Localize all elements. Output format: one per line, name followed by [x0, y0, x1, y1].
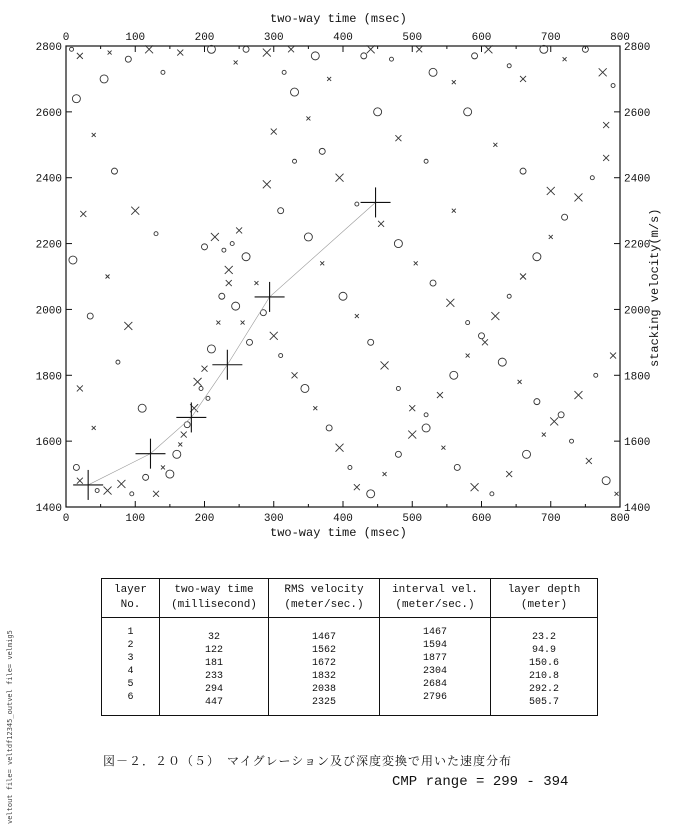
y-tick-label-right: 2200	[624, 239, 651, 252]
semblance-cross	[603, 122, 609, 128]
semblance-circle	[301, 384, 309, 392]
header-rms-velocity: RMS velocity (meter/sec.)	[269, 579, 380, 618]
semblance-cross	[482, 339, 488, 345]
semblance-circle	[72, 95, 80, 103]
x-tick-label-bottom: 0	[62, 513, 70, 525]
semblance-cross	[117, 480, 125, 488]
col-interval-vel: 1467 1594 1877 2304 2684 2796	[380, 618, 491, 716]
semblance-cross	[542, 433, 546, 437]
semblance-circle	[143, 474, 149, 480]
semblance-cross	[216, 321, 220, 325]
y-tick-label-right: 2600	[624, 107, 651, 120]
semblance-cross	[408, 431, 416, 439]
semblance-circle	[184, 422, 190, 428]
semblance-circle	[304, 233, 312, 241]
semblance-cross	[263, 180, 271, 188]
semblance-circle	[125, 56, 131, 62]
semblance-circle	[602, 477, 610, 485]
semblance-circle	[70, 47, 74, 51]
semblance-circle	[95, 489, 99, 493]
semblance-cross	[77, 385, 83, 391]
table-row	[102, 618, 598, 716]
semblance-circle	[319, 148, 325, 154]
semblance-cross	[563, 57, 567, 61]
semblance-circle	[293, 159, 297, 163]
semblance-cross	[381, 361, 389, 369]
semblance-cross	[518, 380, 522, 384]
semblance-circle	[374, 108, 382, 116]
semblance-cross	[466, 354, 470, 358]
semblance-circle	[247, 339, 253, 345]
picked-velocity-points	[73, 187, 390, 500]
header-layer-depth: layer depth (meter)	[491, 579, 598, 618]
semblance-cross	[225, 266, 233, 274]
semblance-cross	[574, 193, 582, 201]
x-tick-label-top: 300	[263, 32, 284, 44]
cmp-range-label: CMP range = 299 - 394	[392, 774, 569, 790]
table-header-row	[102, 579, 598, 618]
x-tick-label-bottom: 300	[263, 513, 284, 525]
semblance-circle	[454, 464, 460, 470]
semblance-circle	[87, 313, 93, 319]
semblance-cross	[491, 312, 499, 320]
side-file-note: veltout file= veltdf12345_outvel file= velmig5	[6, 630, 14, 824]
semblance-cross	[414, 261, 418, 265]
col-two-way-time: 32 122 181 233 294 447	[160, 618, 269, 716]
semblance-circle	[464, 108, 472, 116]
col-layer-no: 1 2 3 4 5 6	[102, 618, 160, 716]
semblance-circle	[279, 354, 283, 358]
y-tick-label-left: 2800	[35, 42, 62, 54]
semblance-circle	[154, 232, 158, 236]
semblance-circle	[422, 424, 430, 432]
picked-point	[212, 350, 242, 380]
semblance-cross	[226, 280, 232, 286]
x-tick-label-bottom: 600	[471, 513, 492, 525]
x-tick-label-top: 500	[402, 32, 423, 44]
y-tick-label-right: 1400	[624, 503, 651, 515]
header-interval-vel: interval vel. (meter/sec.)	[380, 579, 491, 618]
y-tick-label-left: 2600	[35, 107, 62, 120]
semblance-circle	[232, 302, 240, 310]
semblance-circle	[367, 490, 375, 498]
semblance-cross	[586, 458, 592, 464]
semblance-circle	[594, 373, 598, 377]
semblance-circle	[202, 244, 208, 250]
x-tick-label-bottom: 100	[125, 513, 146, 525]
semblance-cross	[520, 274, 526, 280]
semblance-cross	[313, 406, 317, 410]
semblance-cross	[471, 483, 479, 491]
semblance-circle	[429, 68, 437, 76]
y-tick-label-left: 2400	[35, 173, 62, 186]
x-axis-title-bottom: two-way time (msec)	[270, 526, 407, 540]
header-two-way-time: two-way time (millisecond)	[160, 579, 269, 618]
semblance-circle	[507, 294, 511, 298]
y-tick-label-right: 2800	[624, 42, 651, 54]
semblance-circle	[291, 88, 299, 96]
semblance-cross	[306, 116, 310, 120]
semblance-circle	[562, 214, 568, 220]
semblance-circle	[199, 386, 203, 390]
semblance-cross	[383, 472, 387, 476]
semblance-circle	[138, 404, 146, 412]
y-tick-label-right: 2000	[624, 305, 651, 318]
semblance-cross	[271, 129, 277, 135]
semblance-cross	[241, 321, 245, 325]
semblance-circle	[590, 176, 594, 180]
semblance-cross	[452, 80, 456, 84]
picked-point	[176, 402, 206, 432]
semblance-circle	[339, 292, 347, 300]
semblance-cross	[395, 135, 401, 141]
semblance-cross	[336, 444, 344, 452]
semblance-cross	[615, 492, 619, 496]
semblance-circle	[424, 159, 428, 163]
semblance-circle	[395, 451, 401, 457]
semblance-circle	[389, 57, 393, 61]
x-tick-label-top: 600	[471, 32, 492, 44]
semblance-cross	[354, 484, 360, 490]
semblance-circle	[450, 371, 458, 379]
semblance-cross	[131, 207, 139, 215]
semblance-circle	[507, 64, 511, 68]
semblance-cross	[161, 465, 165, 469]
picked-point	[361, 187, 391, 217]
x-tick-label-bottom: 400	[333, 513, 353, 525]
y-tick-label-left: 2000	[35, 305, 62, 318]
layer-velocity-table	[101, 578, 598, 716]
semblance-circle	[466, 321, 470, 325]
semblance-circle	[533, 253, 541, 261]
semblance-cross	[603, 155, 609, 161]
semblance-cross	[92, 426, 96, 430]
semblance-circle	[311, 52, 319, 60]
semblance-cross	[506, 471, 512, 477]
x-tick-label-top: 700	[540, 32, 561, 44]
semblance-cross	[441, 446, 445, 450]
semblance-cross	[547, 187, 555, 195]
semblance-cross	[599, 68, 607, 76]
y-tick-label-left: 1800	[35, 371, 62, 384]
semblance-cross	[177, 50, 183, 56]
picked-point	[255, 282, 285, 312]
semblance-cross	[254, 281, 258, 285]
semblance-circle	[230, 242, 234, 246]
x-tick-label-top: 0	[62, 32, 70, 44]
semblance-circle	[490, 492, 494, 496]
semblance-circle	[278, 208, 284, 214]
semblance-cross	[288, 46, 294, 52]
semblance-cross	[355, 314, 359, 318]
semblance-circle	[282, 70, 286, 74]
semblance-cross	[106, 275, 110, 279]
semblance-circle	[243, 46, 249, 52]
semblance-cross	[292, 372, 298, 378]
semblance-cross	[153, 491, 159, 497]
semblance-circle	[355, 202, 359, 206]
x-tick-label-bottom: 500	[402, 513, 423, 525]
semblance-cross	[270, 332, 278, 340]
semblance-cross	[263, 49, 271, 57]
semblance-cross	[416, 46, 422, 52]
x-tick-label-bottom: 200	[194, 513, 215, 525]
semblance-cross	[181, 432, 187, 438]
col-layer-depth: 23.2 94.9 150.6 210.8 292.2 505.7	[491, 618, 598, 716]
semblance-circle	[166, 470, 174, 478]
plot-frame	[66, 46, 620, 507]
semblance-circle	[394, 240, 402, 248]
semblance-circle	[396, 386, 400, 390]
semblance-cross	[77, 53, 83, 59]
y-axis-title-right: stacking velocity(m/s)	[648, 208, 662, 367]
semblance-circle	[472, 53, 478, 59]
y-tick-label-right: 1800	[624, 371, 651, 384]
semblance-circle	[116, 360, 120, 364]
y-tick-label-right: 1600	[624, 437, 651, 450]
figure-caption: 図－２．２０（５） マイグレーション及び深度変換で用いた速度分布	[103, 754, 513, 768]
semblance-cross	[493, 143, 497, 147]
x-tick-label-top: 800	[610, 32, 630, 44]
semblance-cross	[92, 133, 96, 137]
semblance-circle	[430, 280, 436, 286]
picked-point	[135, 439, 165, 469]
picked-velocity-line	[88, 202, 375, 485]
semblance-cross	[178, 442, 182, 446]
x-tick-label-top: 100	[125, 32, 146, 44]
semblance-markers	[69, 45, 619, 498]
semblance-cross	[446, 299, 454, 307]
semblance-cross	[211, 233, 219, 241]
semblance-circle	[206, 396, 210, 400]
semblance-cross	[378, 221, 384, 227]
y-tick-label-right: 2400	[624, 173, 651, 186]
x-tick-label-bottom: 800	[610, 513, 630, 525]
semblance-cross	[520, 76, 526, 82]
semblance-cross	[336, 174, 344, 182]
semblance-cross	[124, 322, 132, 330]
semblance-cross	[320, 261, 324, 265]
semblance-circle	[479, 333, 485, 339]
semblance-circle	[534, 399, 540, 405]
semblance-cross	[234, 60, 238, 64]
y-tick-label-left: 1600	[35, 437, 62, 450]
semblance-circle	[424, 413, 428, 417]
semblance-circle	[570, 439, 574, 443]
semblance-circle	[326, 425, 332, 431]
semblance-circle	[558, 412, 564, 418]
semblance-circle	[361, 53, 367, 59]
semblance-circle	[520, 168, 526, 174]
semblance-circle	[523, 450, 531, 458]
semblance-cross	[437, 392, 443, 398]
semblance-cross	[194, 378, 202, 386]
semblance-circle	[161, 70, 165, 74]
semblance-circle	[69, 256, 77, 264]
semblance-cross	[327, 77, 331, 81]
col-rms-velocity: 1467 1562 1672 1832 2038 2325	[269, 618, 380, 716]
x-axis-title-top: two-way time (msec)	[270, 12, 407, 26]
semblance-circle	[173, 450, 181, 458]
y-tick-label-left: 2200	[35, 239, 62, 252]
semblance-cross	[610, 353, 616, 359]
semblance-circle	[130, 492, 134, 496]
semblance-circle	[498, 358, 506, 366]
semblance-cross	[236, 227, 242, 233]
semblance-circle	[222, 248, 226, 252]
y-tick-label-left: 1400	[35, 503, 62, 515]
picked-point	[73, 470, 103, 500]
semblance-cross	[108, 51, 112, 55]
semblance-circle	[111, 168, 117, 174]
semblance-circle	[207, 345, 215, 353]
semblance-circle	[100, 75, 108, 83]
semblance-circle	[219, 293, 225, 299]
semblance-circle	[348, 465, 352, 469]
semblance-circle	[611, 84, 615, 88]
semblance-cross	[549, 235, 553, 239]
header-layer-no: layer No.	[102, 579, 160, 618]
semblance-cross	[77, 478, 83, 484]
semblance-cross	[574, 391, 582, 399]
x-tick-label-top: 200	[194, 32, 215, 44]
semblance-cross	[550, 417, 558, 425]
semblance-circle	[242, 253, 250, 261]
semblance-circle	[73, 464, 79, 470]
semblance-cross	[409, 405, 415, 411]
semblance-cross	[80, 211, 86, 217]
semblance-circle	[368, 339, 374, 345]
x-tick-label-bottom: 700	[540, 513, 561, 525]
semblance-cross	[104, 487, 112, 495]
x-tick-label-top: 400	[333, 32, 353, 44]
semblance-cross	[452, 209, 456, 213]
axis-ticks	[66, 46, 620, 507]
semblance-cross	[202, 366, 208, 372]
